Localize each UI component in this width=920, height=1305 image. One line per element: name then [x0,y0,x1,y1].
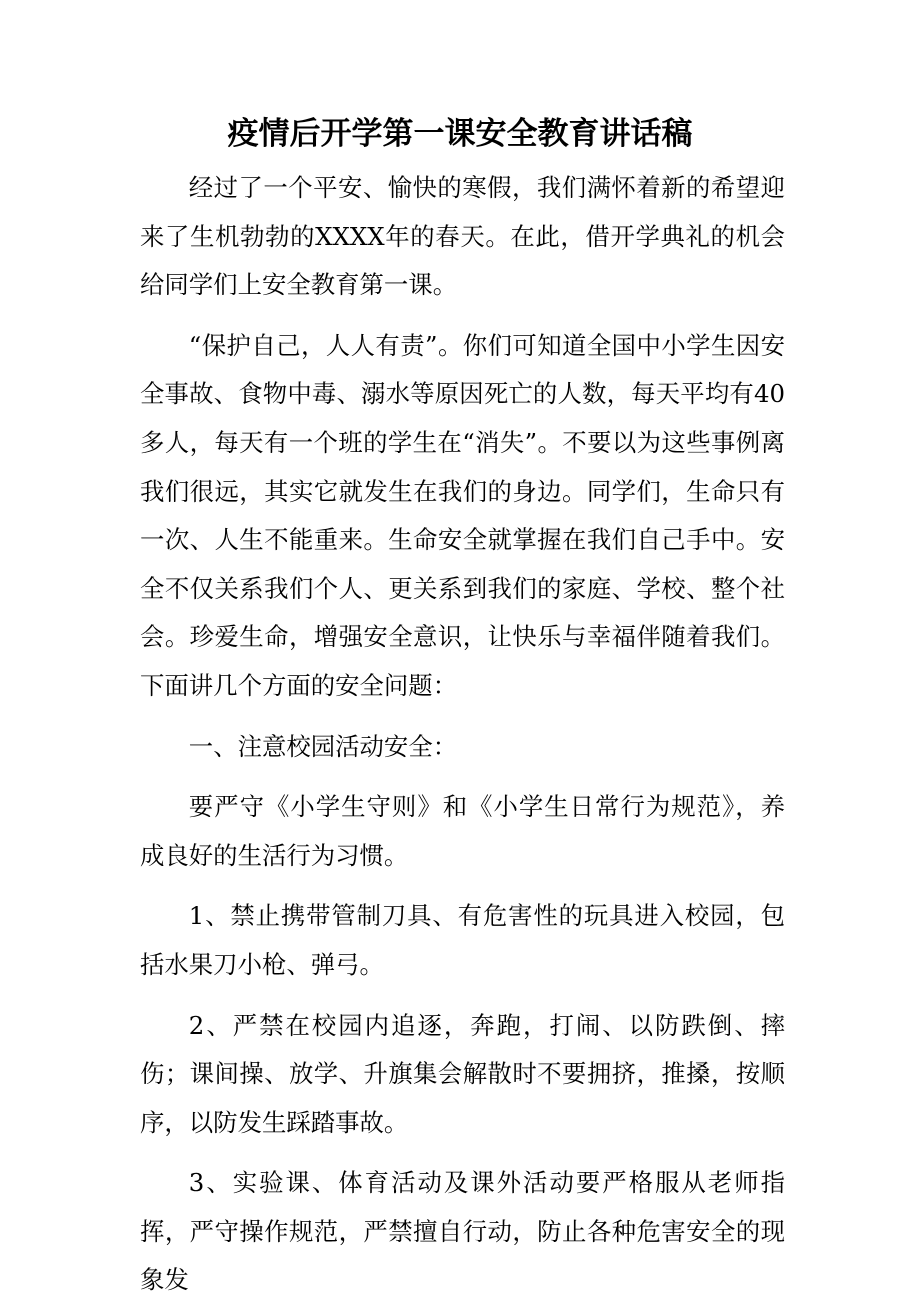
list-item-3: 3、实验课、体育活动及课外活动要严格服从老师指挥，严守操作规范，严禁擅自行动，防止各种危害安全的现象发 [140,1168,785,1295]
paragraph-intro: 经过了一个平安、愉快的寒假，我们满怀着新的希望迎来了生机勃勃的XXXX年的春天。在此，借开学典礼的机会给同学们上安全教育第一课。 [140,173,785,300]
document-body [140,164,785,1305]
document-title: 疫情后开学第一课安全教育讲话稿 [227,116,693,152]
section-heading-campus-safety: 一、注意校园活动安全： [188,731,458,761]
paragraph-protect-yourself: “保护自己，人人有责”。你们可知道全国中小学生因安全事故、食物中毒、溺水等原因死亡的人数，每天平均有40多人，每天有一个班的学生在“消失”。不要以为这些事例离我们很远，其实它就发生在我们的身边。同学们，生命只有一次、人生不能重来。生命安全就掌握在我们自己手中。安全不仅关系我们个人、更关系到我们的家庭、学校、整个社会。珍爱生命，增强安全意识，让快乐与幸福伴随着我们。下面讲几个方面的安全问题： [140,330,785,700]
list-item-1: 1、禁止携带管制刀具、有危害性的玩具进入校园，包括水果刀小枪、弹弓。 [140,901,785,979]
list-item-2: 2、严禁在校园内追逐，奔跑，打闹、以防跌倒、摔伤；课间操、放学、升旗集会解散时不要拥挤，推搡，按顺序，以防发生踩踏事故。 [140,1010,785,1137]
paragraph-rules: 要严守《小学生守则》和《小学生日常行为规范》，养成良好的生活行为习惯。 [140,792,785,870]
